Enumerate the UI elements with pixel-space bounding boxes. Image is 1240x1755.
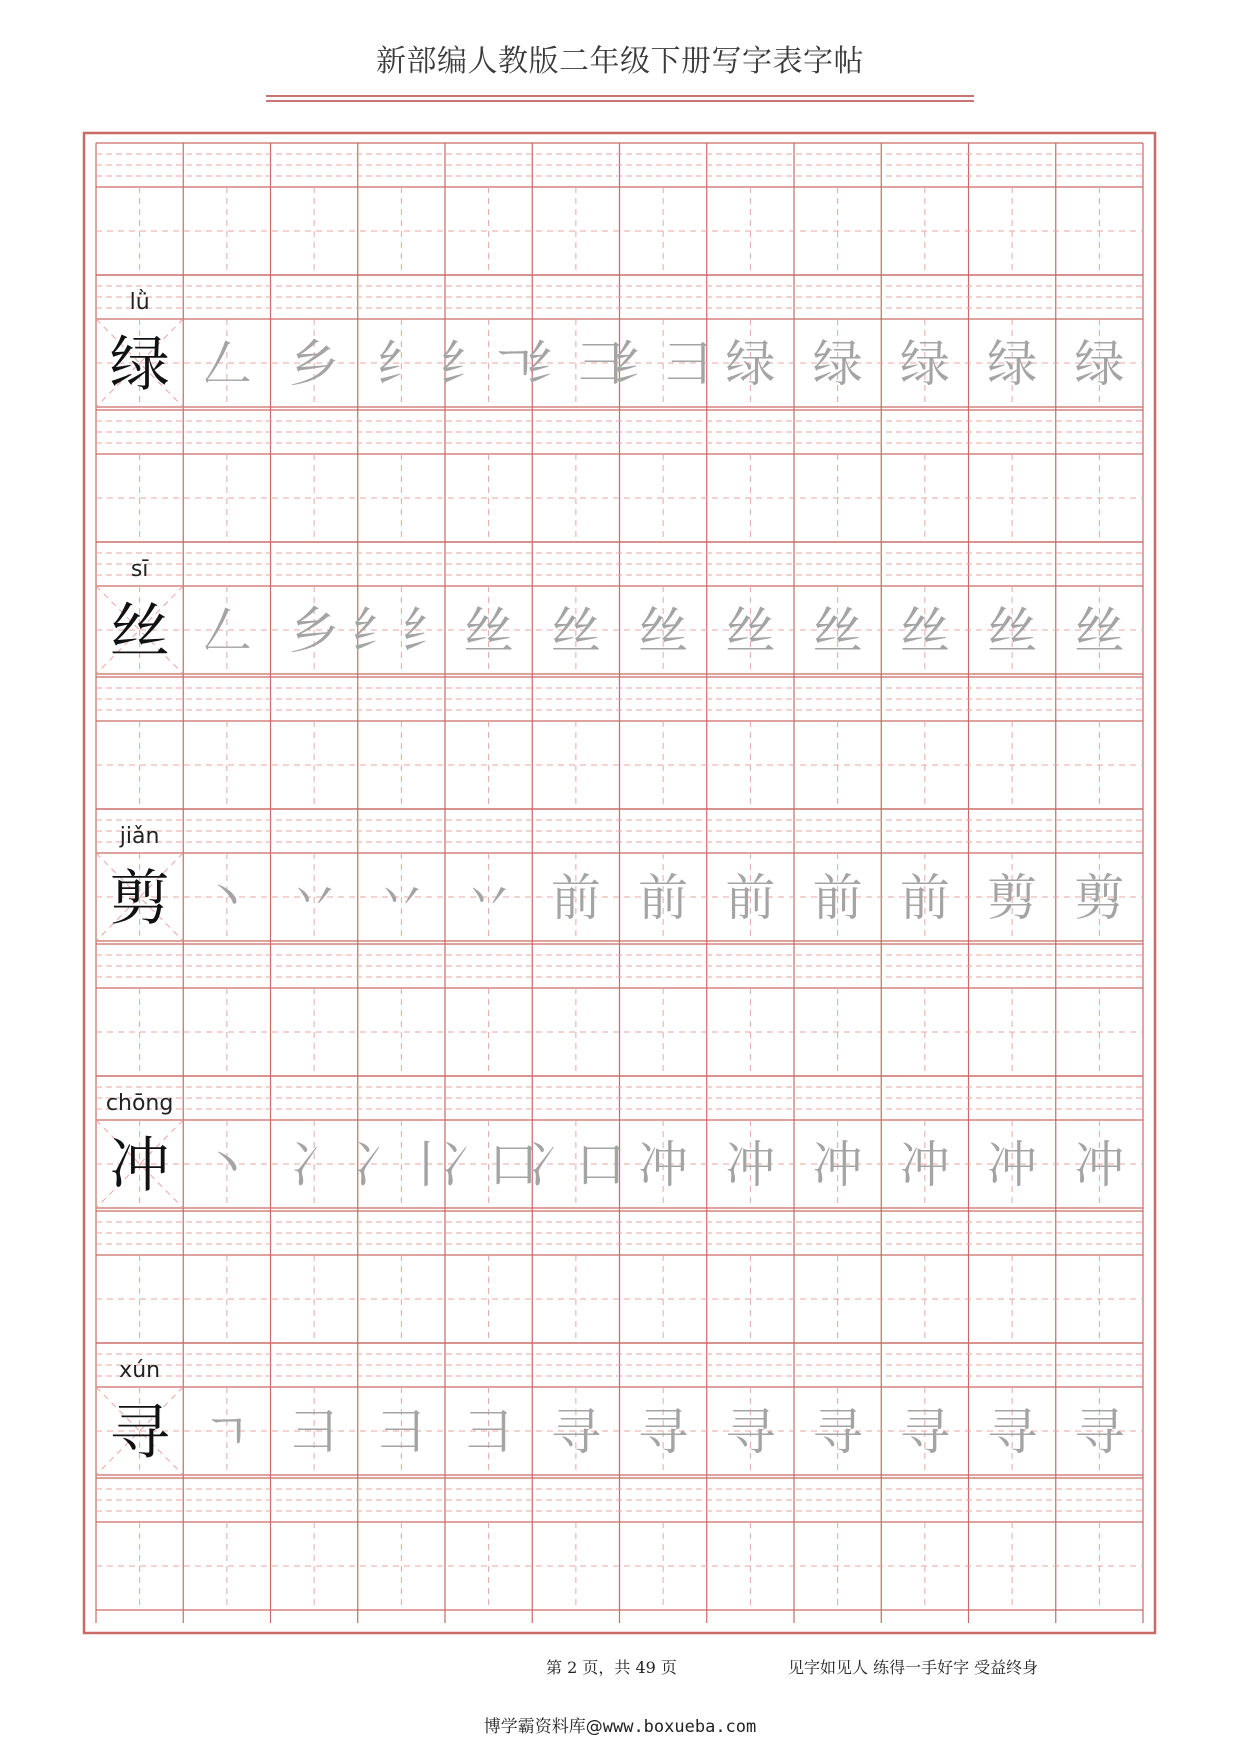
model-character: 剪: [109, 864, 170, 934]
stroke-trace-character: 𠃋: [201, 335, 252, 393]
stroke-trace-character: 前: [725, 869, 776, 927]
stroke-trace-character: 𠃋: [201, 602, 252, 660]
stroke-trace-character: 冲: [1074, 1136, 1125, 1194]
stroke-trace-character: 丝: [638, 602, 689, 660]
pinyin-label: xún: [119, 1358, 161, 1383]
model-character: 绿: [109, 330, 170, 400]
page-number: 第 2 页，共 49 页: [546, 1658, 677, 1677]
stroke-trace-character: 前: [550, 869, 601, 927]
pinyin-label: lǜ: [129, 290, 150, 315]
pinyin-label: sī: [130, 557, 149, 582]
stroke-trace-character: 丝: [1074, 602, 1125, 660]
site-label: 博学霸资料库@: [483, 1717, 603, 1737]
stroke-trace-character: 乡: [289, 602, 340, 660]
stroke-trace-character: 纟彐: [613, 335, 714, 393]
stroke-trace-character: 前: [638, 869, 689, 927]
stroke-trace-character: 寻: [1074, 1403, 1125, 1461]
stroke-trace-character: 丶: [201, 1136, 252, 1194]
stroke-trace-character: 冲: [987, 1136, 1038, 1194]
stroke-trace-character: 冫口: [525, 1136, 626, 1194]
stroke-trace-character: 丝: [987, 602, 1038, 660]
site-url[interactable]: www.boxueba.com: [602, 1717, 757, 1737]
stroke-trace-character: 绿: [899, 335, 950, 393]
stroke-trace-character: 冲: [638, 1136, 689, 1194]
stroke-trace-character: 丷: [376, 869, 427, 927]
stroke-trace-character: 寻: [638, 1403, 689, 1461]
stroke-trace-character: 寻: [812, 1403, 863, 1461]
stroke-trace-character: 纟: [376, 335, 427, 393]
stroke-trace-character: 前: [812, 869, 863, 927]
stroke-trace-character: 冫: [289, 1136, 340, 1194]
stroke-trace-character: 寻: [725, 1403, 776, 1461]
pinyin-label: jiǎn: [119, 824, 160, 849]
stroke-trace-character: 冫丨: [351, 1136, 452, 1194]
stroke-trace-character: 纟彐: [525, 335, 626, 393]
stroke-trace-character: 剪: [1074, 869, 1125, 927]
stroke-trace-character: 冲: [899, 1136, 950, 1194]
pinyin-label: chōng: [105, 1091, 174, 1116]
site-credit: [0, 1712, 1240, 1737]
stroke-trace-character: 冲: [725, 1136, 776, 1194]
model-character: 寻: [109, 1398, 170, 1468]
footer-motto: 见字如见人 练得一手好字 受益终身: [788, 1658, 1039, 1677]
stroke-trace-character: 丝: [899, 602, 950, 660]
stroke-trace-character: 绿: [725, 335, 776, 393]
stroke-trace-character: 丷: [463, 869, 514, 927]
stroke-trace-character: 绿: [812, 335, 863, 393]
stroke-trace-character: 纟纟: [351, 602, 452, 660]
stroke-trace-character: 丝: [812, 602, 863, 660]
stroke-trace-character: 剪: [987, 869, 1038, 927]
stroke-trace-character: 冫口: [438, 1136, 539, 1194]
stroke-trace-character: 寻: [550, 1403, 601, 1461]
stroke-trace-character: ㄱ: [202, 1403, 252, 1461]
stroke-trace-character: 彐: [289, 1403, 340, 1461]
stroke-trace-character: 丷: [289, 869, 340, 927]
stroke-trace-character: 彐: [376, 1403, 427, 1461]
page-title: 新部编人教版二年级下册写字表字帖: [376, 44, 864, 79]
stroke-trace-character: 寻: [987, 1403, 1038, 1461]
stroke-trace-character: 前: [899, 869, 950, 927]
stroke-trace-character: 丝: [550, 602, 601, 660]
model-character: 丝: [109, 597, 170, 667]
stroke-trace-character: 冲: [812, 1136, 863, 1194]
stroke-trace-character: 绿: [987, 335, 1038, 393]
stroke-trace-character: 乡: [289, 335, 340, 393]
stroke-trace-character: 寻: [899, 1403, 950, 1461]
stroke-trace-character: 绿: [1074, 335, 1125, 393]
stroke-trace-character: 纟ㄱ: [439, 335, 538, 393]
stroke-trace-character: 彐: [463, 1403, 514, 1461]
stroke-trace-character: 丝: [725, 602, 776, 660]
model-character: 冲: [109, 1131, 170, 1201]
stroke-trace-character: 丶: [201, 869, 252, 927]
stroke-trace-character: 丝: [463, 602, 514, 660]
